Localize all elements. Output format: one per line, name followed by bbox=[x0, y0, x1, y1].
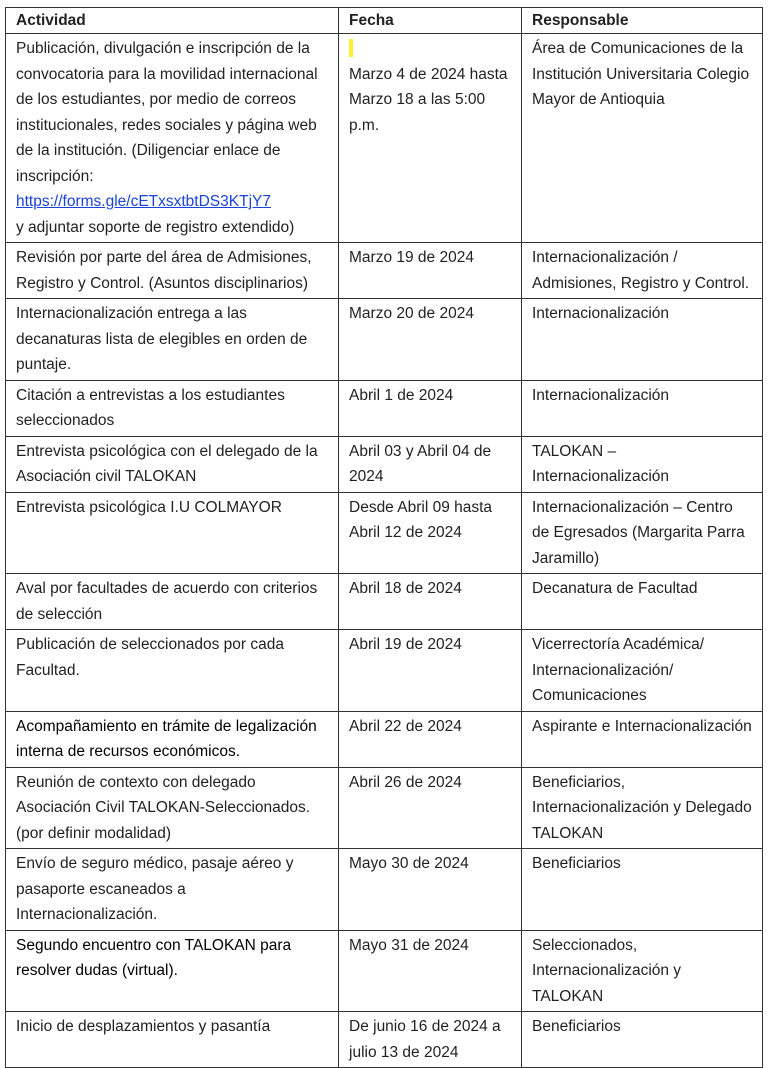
table-row bbox=[6, 630, 763, 712]
cell-responsable: Internacionalización bbox=[522, 299, 763, 381]
cell-responsable: Vicerrectoría Académica/ Internacionalización/ Comunicaciones bbox=[522, 630, 763, 712]
header-actividad: Actividad bbox=[6, 8, 339, 34]
cell-fecha: De junio 16 de 2024 a julio 13 de 2024 bbox=[339, 1012, 522, 1068]
cell-actividad: Segundo encuentro con TALOKAN para resolver dudas (virtual). bbox=[6, 930, 339, 1012]
cell-fecha: Abril 18 de 2024 bbox=[339, 574, 522, 630]
cell-fecha: Mayo 31 de 2024 bbox=[339, 930, 522, 1012]
cell-actividad: Revisión por parte del área de Admisiones, Registro y Control. (Asuntos disciplinarios) bbox=[6, 243, 339, 299]
header-fecha: Fecha bbox=[339, 8, 522, 34]
table-row bbox=[6, 767, 763, 849]
cell-fecha: Mayo 30 de 2024 bbox=[339, 849, 522, 931]
cell-fecha: Abril 03 y Abril 04 de 2024 bbox=[339, 436, 522, 492]
table-row bbox=[6, 711, 763, 767]
cell-fecha: Abril 26 de 2024 bbox=[339, 767, 522, 849]
cell-responsable: Decanatura de Facultad bbox=[522, 574, 763, 630]
table-row bbox=[6, 492, 763, 574]
cell-actividad: Publicación de seleccionados por cada Facultad. bbox=[6, 630, 339, 712]
cell-actividad: Aval por facultades de acuerdo con criterios de selección bbox=[6, 574, 339, 630]
cell-responsable: Seleccionados, Internacionalización y TALOKAN bbox=[522, 930, 763, 1012]
cell-fecha: Abril 22 de 2024 bbox=[339, 711, 522, 767]
highlight-mark bbox=[349, 39, 353, 57]
cell-responsable: Beneficiarios bbox=[522, 849, 763, 931]
header-responsable: Responsable bbox=[522, 8, 763, 34]
table-row bbox=[6, 436, 763, 492]
table-header-row bbox=[6, 8, 763, 34]
cell-actividad: Entrevista psicológica I.U COLMAYOR bbox=[6, 492, 339, 574]
schedule-table bbox=[5, 7, 763, 1068]
table-row bbox=[6, 574, 763, 630]
cell-actividad: Inicio de desplazamientos y pasantía bbox=[6, 1012, 339, 1068]
activity-text-after-link: y adjuntar soporte de registro extendido) bbox=[16, 218, 295, 236]
date-text: Marzo 4 de 2024 hasta Marzo 18 a las 5:00 p.m. bbox=[349, 65, 508, 134]
cell-responsable: TALOKAN – Internacionalización bbox=[522, 436, 763, 492]
table-row bbox=[6, 1012, 763, 1068]
cell-actividad: Internacionalización entrega a las decanaturas lista de elegibles en orden de puntaje. bbox=[6, 299, 339, 381]
cell-actividad: Citación a entrevistas a los estudiantes seleccionados bbox=[6, 380, 339, 436]
cell-fecha: Abril 1 de 2024 bbox=[339, 380, 522, 436]
table-row bbox=[6, 380, 763, 436]
cell-responsable: Beneficiarios bbox=[522, 1012, 763, 1068]
table-row bbox=[6, 299, 763, 381]
cell-responsable: Internacionalización / Admisiones, Registro y Control. bbox=[522, 243, 763, 299]
cell-actividad: Envío de seguro médico, pasaje aéreo y pasaporte escaneados a Internacionalización. bbox=[6, 849, 339, 931]
table-row bbox=[6, 243, 763, 299]
cell-actividad: Entrevista psicológica con el delegado de la Asociación civil TALOKAN bbox=[6, 436, 339, 492]
table-row bbox=[6, 930, 763, 1012]
cell-fecha: Abril 19 de 2024 bbox=[339, 630, 522, 712]
cell-fecha: Marzo 20 de 2024 bbox=[339, 299, 522, 381]
cell-fecha bbox=[339, 34, 522, 243]
activity-text: Publicación, divulgación e inscripción de la convocatoria para la movilidad internacional de los estudiantes, por medio de correos institucionales, redes sociales y página web de la institución. (Diligenciar enlace de inscripción: bbox=[16, 40, 318, 185]
cell-actividad bbox=[6, 34, 339, 243]
cell-responsable: Beneficiarios, Internacionalización y Delegado TALOKAN bbox=[522, 767, 763, 849]
cell-actividad: Reunión de contexto con delegado Asociación Civil TALOKAN-Seleccionados. (por definir modalidad) bbox=[6, 767, 339, 849]
cell-actividad: Acompañamiento en trámite de legalización interna de recursos económicos. bbox=[6, 711, 339, 767]
cell-responsable: Internacionalización bbox=[522, 380, 763, 436]
cell-responsable: Aspirante e Internacionalización bbox=[522, 711, 763, 767]
table-row bbox=[6, 849, 763, 931]
cell-responsable: Área de Comunicaciones de la Institución Universitaria Colegio Mayor de Antioquia bbox=[522, 34, 763, 243]
cell-fecha: Desde Abril 09 hasta Abril 12 de 2024 bbox=[339, 492, 522, 574]
registration-link[interactable]: https://forms.gle/cETxsxtbtDS3KTjY7 bbox=[16, 193, 271, 210]
cell-responsable: Internacionalización – Centro de Egresados (Margarita Parra Jaramillo) bbox=[522, 492, 763, 574]
cell-fecha: Marzo 19 de 2024 bbox=[339, 243, 522, 299]
table-row bbox=[6, 34, 763, 243]
